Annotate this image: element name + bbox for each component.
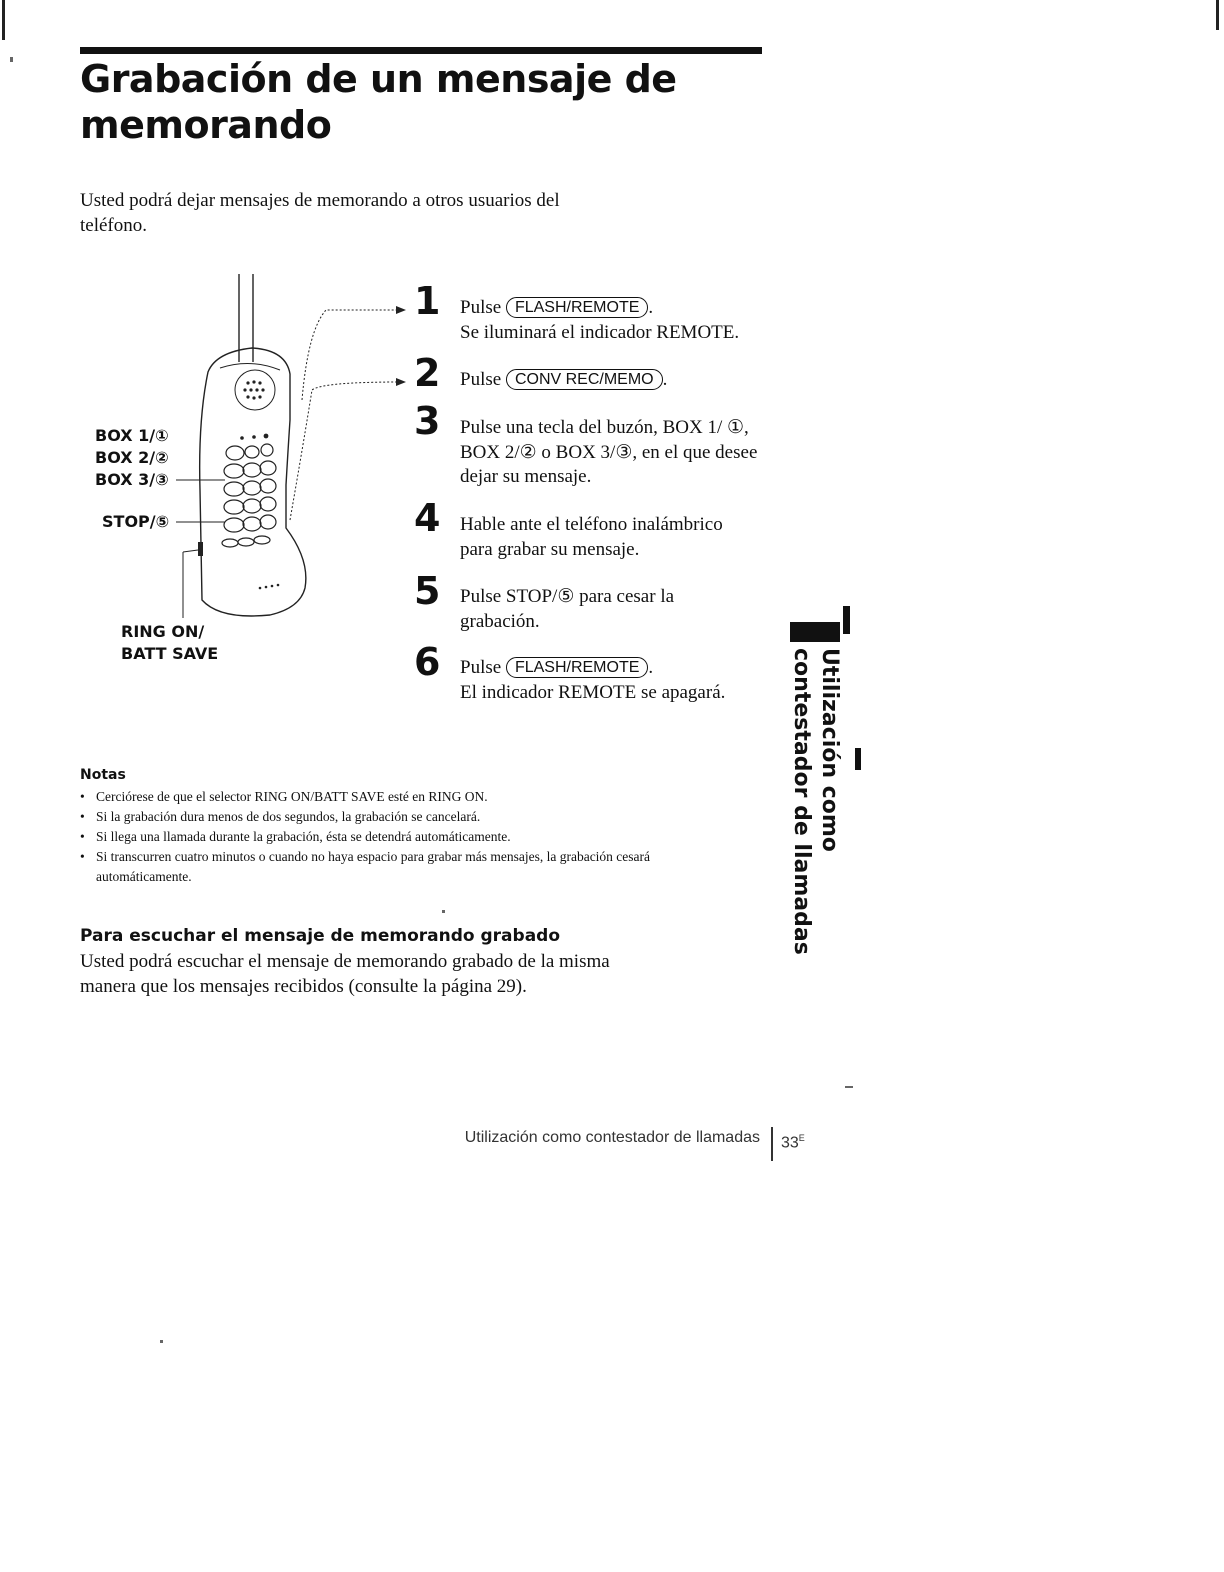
page-title xyxy=(80,56,780,148)
side-tab-marker xyxy=(855,748,861,770)
step-2-text xyxy=(460,368,770,393)
step-1-line2: Se iluminará el indicador REMOTE. xyxy=(460,321,740,343)
ring-switch xyxy=(198,542,203,556)
step-3-text: Pulse una tecla del buzón, BOX 1/ ①, BOX 2/② o BOX 3/③, en el que desee dejar su mensaje. xyxy=(460,417,758,487)
note-item: • Si la grabación dura menos de dos segundos, la grabación se cancelará. xyxy=(80,807,680,827)
step2-leader xyxy=(290,382,400,520)
page-number-suffix: E xyxy=(798,1133,805,1143)
step-number: 6 xyxy=(414,640,441,684)
footer-divider xyxy=(771,1127,773,1161)
arrowhead-icon xyxy=(396,378,406,386)
step-number: 1 xyxy=(414,279,441,323)
scan-edge-mark xyxy=(1216,0,1219,30)
side-tab-line1: Utilización como xyxy=(817,648,842,852)
label-box2: BOX 2/② xyxy=(95,448,169,467)
step-6-pre: Pulse xyxy=(460,657,502,678)
scan-edge-mark xyxy=(2,0,5,40)
step-number: 2 xyxy=(414,351,441,395)
scan-speck xyxy=(10,57,13,62)
subsection-body: Usted podrá escuchar el mensaje de memorando grabado de la misma manera que los mensajes recibidos (consulte la página 29). xyxy=(80,951,610,997)
step-2-pre: Pulse xyxy=(460,369,502,390)
page-title-line2: memorando xyxy=(80,103,332,147)
note-item: • Si transcurren cuatro minutos o cuando no haya espacio para grabar más mensajes, la grabación cesará automáticamente. xyxy=(80,847,656,887)
label-stop: STOP/⑤ xyxy=(102,512,170,531)
step-1-post: . xyxy=(648,297,654,318)
side-tab-marker xyxy=(843,606,850,634)
notes-heading: Notas xyxy=(80,767,126,783)
step1-leader xyxy=(302,310,400,400)
step-number: 5 xyxy=(414,569,441,613)
page-title-line1: Grabación de un mensaje de xyxy=(80,57,677,101)
subsection-heading: Para escuchar el mensaje de memorando grabado xyxy=(80,926,561,946)
step-number: 3 xyxy=(414,399,441,443)
step-6-post: . xyxy=(648,657,654,678)
label-batt-save: BATT SAVE xyxy=(121,644,219,663)
label-box3: BOX 3/③ xyxy=(95,470,169,489)
label-ring-on: RING ON/ xyxy=(121,622,205,641)
page-number xyxy=(781,1127,805,1154)
side-tab-line2: contestador de llamadas xyxy=(789,648,814,955)
scan-speck xyxy=(442,910,445,913)
note-item: • Si llega una llamada durante la grabación, ésta se detendrá automáticamente. xyxy=(80,827,680,847)
step-1-pre: Pulse xyxy=(460,297,502,318)
flash-remote-key: FLASH/REMOTE xyxy=(506,297,648,318)
footer-section-title: Utilización como contestador de llamadas xyxy=(464,1129,760,1146)
page-number-value: 33 xyxy=(781,1134,799,1152)
speaker-grille xyxy=(235,370,275,410)
scan-speck xyxy=(845,1086,853,1088)
label-box1: BOX 1/① xyxy=(95,426,169,445)
flash-remote-key: FLASH/REMOTE xyxy=(506,657,648,678)
keypad xyxy=(222,444,276,547)
step-6-line2: El indicador REMOTE se apagará. xyxy=(460,681,726,703)
handset-body xyxy=(200,348,306,616)
step-5-text: Pulse STOP/⑤ para cesar la grabación. xyxy=(460,586,675,632)
step-2-post: . xyxy=(662,369,668,390)
title-rule xyxy=(80,47,762,54)
note-item: • Cerciórese de que el selector RING ON/BATT SAVE esté en RING ON. xyxy=(80,787,680,807)
step-4-text: Hable ante el teléfono inalámbrico para grabar su mensaje. xyxy=(460,514,723,560)
step-number: 4 xyxy=(414,496,441,540)
side-tab-label xyxy=(787,648,843,955)
scan-speck xyxy=(160,1340,163,1343)
intro-paragraph: Usted podrá dejar mensajes de memorando a otros usuarios del teléfono. xyxy=(80,190,560,236)
notes-list xyxy=(80,787,680,887)
side-tab-marker xyxy=(790,622,840,642)
step-1-text xyxy=(460,296,780,345)
conv-rec-memo-key: CONV REC/MEMO xyxy=(506,369,663,390)
step-6-text xyxy=(460,656,780,705)
arrowhead-icon xyxy=(396,306,406,314)
